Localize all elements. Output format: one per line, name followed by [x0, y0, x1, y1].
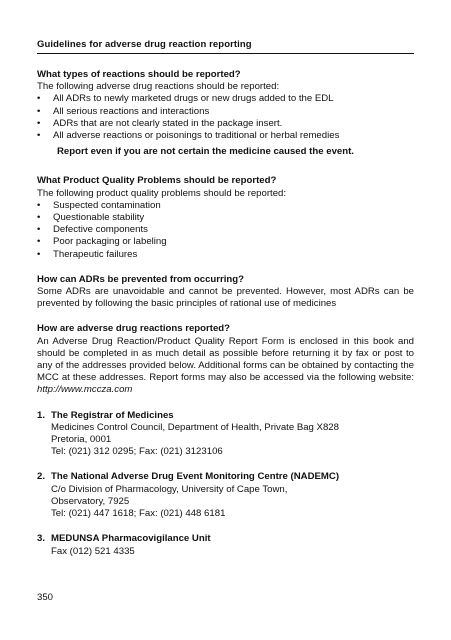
- bullet-icon: •: [37, 117, 41, 129]
- section-text-body: An Adverse Drug Reaction/Product Quality Report Form is enclosed in this book and should be completed in as much detail as possible before returning it by fax or post to any of the addresses provided below. Additional forms can be obtained by contacting the MCC at these addresses. Report forms may also be accessed via the following website:: [37, 335, 414, 384]
- bullet-icon: •: [37, 105, 41, 117]
- website-link[interactable]: http://www.mccza.com: [37, 384, 133, 396]
- contact-line: Pretoria, 0001: [51, 434, 112, 446]
- list-item-text: Defective components: [53, 224, 148, 236]
- emphasis-note: Report even if you are not certain the medicine caused the event.: [57, 146, 354, 158]
- section-reactions: [37, 69, 414, 158]
- section-reporting: [37, 323, 414, 396]
- page-number: 350: [37, 592, 54, 603]
- running-header: Guidelines for adverse drug reaction reporting: [37, 39, 252, 50]
- list-item-text: Therapeutic failures: [53, 248, 138, 260]
- section-heading: How are adverse drug reactions reported?: [37, 323, 230, 335]
- list-item-text: ADRs that are not clearly stated in the package insert.: [53, 117, 283, 129]
- contact-number: 3.: [37, 533, 46, 545]
- list-item: [37, 224, 414, 236]
- section-text: Some ADRs are unavoidable and cannot be prevented. However, most ADRs can be prevented by following the basic principles of rational use of medicines: [37, 286, 414, 310]
- list-item-text: Questionable stability: [53, 212, 145, 224]
- bullet-icon: •: [37, 93, 41, 105]
- contact-list: [37, 410, 414, 558]
- list-item-text: All adverse reactions or poisonings to traditional or herbal remedies: [53, 130, 340, 142]
- list-item: [37, 236, 414, 248]
- contact-number: 1.: [37, 409, 46, 421]
- contact-name: MEDUNSA Pharmacovigilance Unit: [51, 533, 211, 545]
- list-item: [37, 118, 414, 130]
- list-item: [37, 212, 414, 224]
- contact-line: Tel: (021) 447 1618; Fax: (021) 448 6181: [51, 508, 226, 520]
- bullet-list: [37, 200, 414, 261]
- contact-name: The Registrar of Medicines: [51, 409, 174, 421]
- page-content: [37, 69, 414, 571]
- section-heading: How can ADRs be prevented from occurring?: [37, 273, 245, 285]
- bullet-icon: •: [37, 236, 41, 248]
- list-item-text: Suspected contamination: [53, 199, 161, 211]
- contact-line: Tel: (021) 312 0295; Fax: (021) 3123106: [51, 446, 223, 458]
- contact-item: [37, 410, 414, 459]
- list-item-text: Poor packaging or labeling: [53, 236, 167, 248]
- list-item: [37, 106, 414, 118]
- section-heading: What Product Quality Problems should be reported?: [37, 175, 277, 187]
- header-divider: [37, 53, 414, 54]
- list-item: [37, 130, 414, 142]
- list-item: [37, 249, 414, 261]
- section-prevention: [37, 274, 414, 311]
- contact-line: Observatory, 7925: [51, 495, 130, 507]
- list-item-text: All serious reactions and interactions: [53, 105, 210, 117]
- list-item: [37, 200, 414, 212]
- bullet-icon: •: [37, 199, 41, 211]
- section-text: [37, 336, 414, 397]
- contact-item: [37, 533, 414, 557]
- contact-item: [37, 471, 414, 520]
- section-heading: What types of reactions should be reported?: [37, 69, 241, 80]
- section-quality: [37, 175, 414, 260]
- list-item: [37, 93, 414, 105]
- section-intro: The following adverse drug reactions should be reported:: [37, 81, 280, 93]
- bullet-icon: •: [37, 212, 41, 224]
- bullet-icon: •: [37, 224, 41, 236]
- contact-name: The National Adverse Drug Event Monitoring Centre (NADEMC): [51, 471, 340, 483]
- contact-line: Fax (012) 521 4335: [51, 545, 135, 557]
- contact-line: C/o Division of Pharmacology, University of Cape Town,: [51, 483, 288, 495]
- bullet-list: [37, 93, 414, 142]
- bullet-icon: •: [37, 130, 41, 142]
- contact-number: 2.: [37, 471, 46, 483]
- bullet-icon: •: [37, 248, 41, 260]
- contact-line: Medicines Control Council, Department of Health, Private Bag X828: [51, 421, 339, 433]
- section-intro: The following product quality problems should be reported:: [37, 187, 287, 199]
- list-item-text: All ADRs to newly marketed drugs or new drugs added to the EDL: [53, 93, 334, 105]
